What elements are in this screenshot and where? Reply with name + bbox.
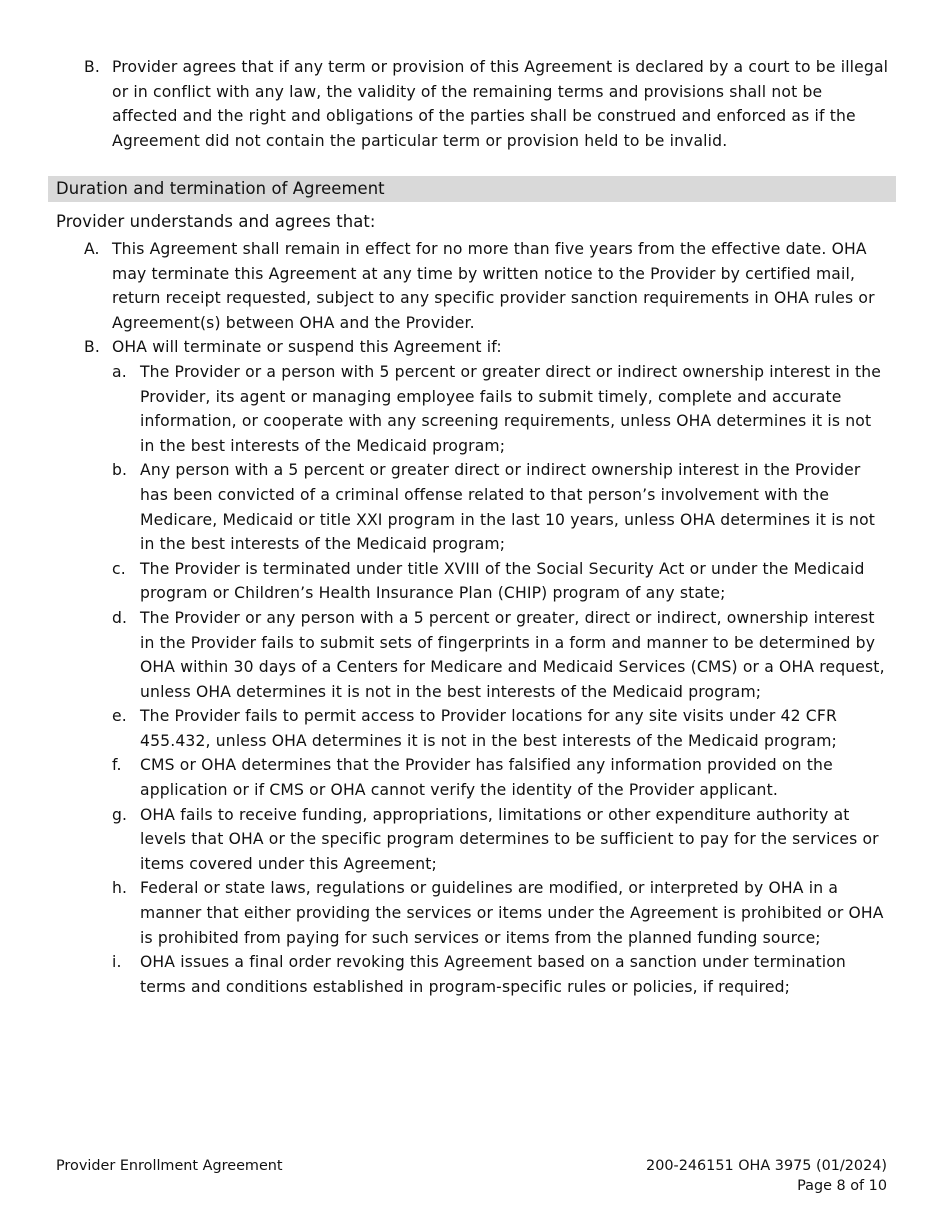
footer-page-number: Page 8 of 10 (797, 1178, 887, 1194)
section-title: Duration and termination of Agreement (56, 179, 385, 198)
sub-list-item (112, 704, 890, 753)
sub-list-item (112, 950, 890, 999)
continued-list (84, 55, 890, 153)
list-marker: g. (112, 805, 128, 824)
sub-list-item (112, 753, 890, 802)
list-item-text: CMS or OHA determines that the Provider has falsified any information provided on the application or if CMS or OHA cannot verify the identity of the Provider applicant. (140, 756, 833, 800)
termination-conditions-list (112, 360, 890, 999)
sub-list-item (112, 360, 890, 458)
list-marker: d. (112, 608, 128, 627)
list-item (84, 55, 890, 153)
termination-list (84, 237, 890, 999)
list-marker: f. (112, 756, 122, 775)
list-item-text: OHA issues a final order revoking this Agreement based on a sanction under termination terms and conditions established in program-specific rules or policies, if required; (140, 953, 846, 996)
sub-list-item (112, 803, 890, 877)
list-marker: e. (112, 707, 127, 726)
section-intro: Provider understands and agrees that: (56, 212, 376, 231)
list-marker: i. (112, 953, 122, 972)
list-marker: B. (84, 58, 100, 76)
list-marker: a. (112, 362, 127, 381)
sub-list-item (112, 876, 890, 950)
footer-info (646, 1156, 887, 1196)
list-item-text: Any person with a 5 percent or greater direct or indirect ownership interest in the Provider has been convicted of a criminal offense related to that person’s involvement with the Medicare, Medicaid or title XXI program in the last 10 years, unless OHA determines it is not in the best interests of the Medicaid program; (140, 461, 876, 554)
list-marker: h. (112, 879, 128, 898)
footer-form-id: 200-246151 OHA 3975 (01/2024) (646, 1158, 887, 1174)
list-marker: A. (84, 240, 100, 258)
list-item-text: Provider agrees that if any term or provision of this Agreement is declared by a court to be illegal or in conflict with any law, the validity of the remaining terms and provisions shall not be affected and the right and obligations of the parties shall be construed and enforced as if the Agreement did not contain the particular term or provision held to be invalid. (112, 58, 889, 150)
section-heading-bar (48, 176, 896, 202)
list-item-text: Federal or state laws, regulations or guidelines are modified, or interpreted by OHA in a manner that either providing the services or items under the Agreement is prohibited or OHA is prohibited from paying for such services or items from the planned funding source; (140, 879, 884, 947)
list-marker: b. (112, 461, 128, 480)
list-item-text: OHA fails to receive funding, appropriations, limitations or other expenditure authority at levels that OHA or the specific program determines to be sufficient to pay for the services or items covered under this Agreement; (140, 805, 879, 873)
list-item-text: OHA will terminate or suspend this Agreement if: (112, 338, 502, 357)
list-item-text: The Provider or any person with a 5 percent or greater, direct or indirect, ownership interest in the Provider fails to submit sets of fingerprints in a form and manner to be determined by OHA within 30 days of a Centers for Medicare and Medicaid Services (CMS) or a OHA request, unless OHA determines it is not in the best interests of the Medicaid program; (140, 608, 885, 701)
sub-list-item (112, 606, 890, 704)
footer-document-title: Provider Enrollment Agreement (56, 1158, 283, 1174)
list-item (84, 237, 890, 335)
sub-list-item (112, 458, 890, 556)
list-item-text: The Provider fails to permit access to Provider locations for any site visits under 42 CFR 455.432, unless OHA determines it is not in the best interests of the Medicaid program; (140, 707, 837, 750)
list-item-text: The Provider is terminated under title XVIII of the Social Security Act or under the Medicaid program or Children’s Health Insurance Plan (CHIP) program of any state; (140, 559, 865, 603)
list-marker: B. (84, 338, 100, 357)
list-marker: c. (112, 559, 126, 578)
list-item-text: The Provider or a person with 5 percent or greater direct or indirect ownership interest in the Provider, its agent or managing employee fails to submit timely, complete and accurate information, or cooperate with any screening requirements, unless OHA determines it is not in the best interests of the Medicaid program; (140, 362, 882, 455)
sub-list-item (112, 557, 890, 606)
list-item (84, 335, 890, 360)
list-item-text: This Agreement shall remain in effect for no more than five years from the effective date. OHA may terminate this Agreement at any time by written notice to the Provider by certified mail, return receipt requested, subject to any specific provider sanction requirements in OHA rules or Agreement(s) between OHA and the Provider. (112, 240, 875, 332)
